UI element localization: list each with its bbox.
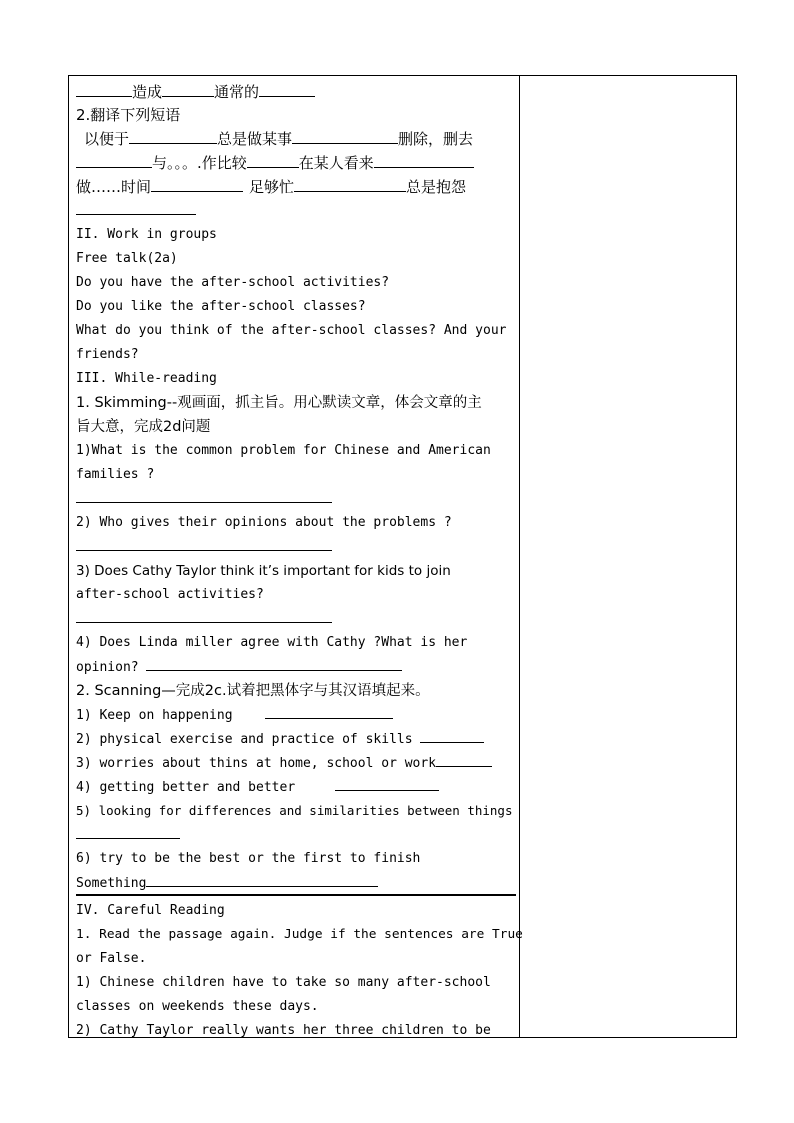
question-text: 1)What is the common problem for Chinese and American [76, 443, 491, 458]
answer-blank[interactable] [151, 176, 243, 192]
scan-row [76, 727, 484, 751]
question-text: 2) Who gives their opinions about the problems ? [76, 515, 452, 530]
answer-blank[interactable] [162, 81, 214, 97]
answer-blank[interactable] [335, 775, 439, 791]
phrase-text: 3) worries about thins at home, school or work [76, 756, 437, 771]
phrase-text: 在某人看来 [298, 154, 374, 172]
answer-blank[interactable] [247, 152, 299, 168]
question-text: 4) Does Linda miller agree with Cathy ?What is her [76, 635, 468, 650]
answer-blank[interactable] [259, 81, 315, 97]
scanning-instruction: 2. Scanning—完成2c.试着把黑体字与其汉语填起来。 [76, 683, 430, 699]
answer-blank[interactable] [76, 152, 152, 168]
section-heading-work-in-groups: II. Work in groups [76, 227, 217, 242]
phrase-row-1 [76, 80, 315, 104]
phrase-text: Something [76, 876, 147, 891]
statement-text: 2) Cathy Taylor really wants her three children to be [76, 1023, 491, 1038]
phrase-text: 4) getting better and better [76, 780, 296, 795]
scan-row [76, 751, 492, 775]
statement-text: 1) Chinese children have to take so many after-school [76, 975, 491, 990]
scan-row [76, 703, 393, 727]
answer-blank[interactable] [76, 535, 332, 551]
question-text: Do you like the after-school classes? [76, 299, 366, 314]
scan-row: 6) try to be the best or the first to finish [76, 851, 421, 866]
question-text: families ? [76, 467, 155, 482]
answer-blank[interactable] [76, 607, 332, 623]
scan-row [76, 871, 378, 895]
answer-blank[interactable] [129, 128, 217, 144]
free-talk-label: Free talk(2a) [76, 251, 178, 266]
phrase-text: 删除，删去 [398, 130, 474, 148]
section-heading-careful-reading: IV. Careful Reading [76, 903, 225, 918]
instruction-text: 1. Read the passage again. Judge if the sentences are True [76, 927, 523, 942]
answer-blank[interactable] [374, 152, 474, 168]
question-text: What do you think of the after-school classes? And your [76, 323, 507, 338]
answer-blank[interactable] [76, 81, 132, 97]
question-text: 3) Does Cathy Taylor think it’s important for kids to join [76, 563, 451, 579]
answer-blank[interactable] [265, 703, 393, 719]
worksheet-table [68, 75, 737, 1038]
phrase-text: 通常的 [214, 83, 260, 101]
phrase-row-3 [84, 127, 473, 151]
answer-row [76, 487, 332, 511]
instruction-text: or False. [76, 951, 147, 966]
phrase-text: 总是做某事 [217, 130, 293, 148]
question-text: after-school activities? [76, 587, 264, 602]
answer-blank[interactable] [76, 823, 180, 839]
phrase-text: 总是抱怨 [406, 178, 467, 196]
section-heading-while-reading: III. While-reading [76, 371, 217, 386]
answer-row [76, 535, 332, 559]
answer-blank[interactable] [294, 176, 406, 192]
phrase-text: 足够忙 [249, 178, 295, 196]
answer-row [76, 199, 196, 223]
question-text: opinion? [76, 660, 139, 675]
statement-text: classes on weekends these days. [76, 999, 319, 1014]
phrase-text: 以便于 [84, 130, 130, 148]
phrase-text: 造成 [132, 83, 163, 101]
phrase-text: 与。。。.作比较 [152, 154, 247, 172]
column-divider [519, 76, 520, 1037]
answer-blank[interactable] [146, 655, 402, 671]
question-row [76, 655, 402, 679]
phrase-text: 做……时间 [76, 178, 152, 196]
answer-blank[interactable] [76, 487, 332, 503]
answer-blank[interactable] [146, 871, 378, 887]
scan-row: 5) looking for differences and similarities between things [76, 803, 513, 818]
section-divider [76, 894, 516, 896]
answer-blank[interactable] [420, 727, 484, 743]
question-text: friends? [76, 347, 139, 362]
phrase-text: 1) Keep on happening [76, 708, 233, 723]
skimming-instruction: 旨大意，完成2d问题 [76, 419, 211, 435]
phrase-row-5 [76, 175, 466, 199]
answer-blank[interactable] [436, 751, 492, 767]
answer-blank[interactable] [76, 199, 196, 215]
phrase-text: 2) physical exercise and practice of skills [76, 732, 413, 747]
skimming-instruction: 1. Skimming--观画面，抓主旨。用心默读文章，体会文章的主 [76, 395, 482, 411]
answer-row [76, 823, 180, 847]
answer-row [76, 607, 332, 631]
section-heading-translate: 2.翻译下列短语 [76, 106, 181, 124]
question-text: Do you have the after-school activities? [76, 275, 390, 290]
phrase-row-4 [76, 151, 474, 175]
answer-blank[interactable] [292, 128, 398, 144]
scan-row [76, 775, 439, 799]
